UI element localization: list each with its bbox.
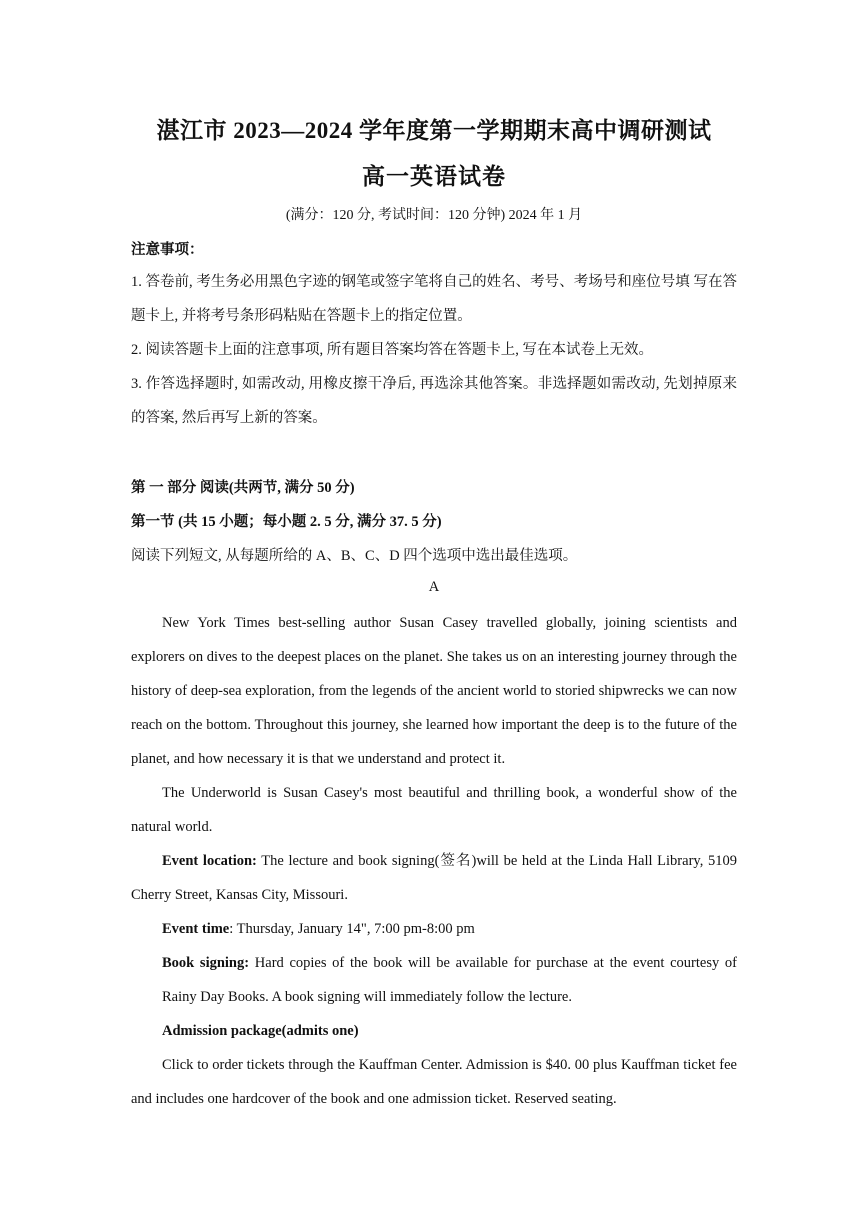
section-one-title: 第一节 (共 15 小题；每小题 2. 5 分, 满分 37. 5 分) [131, 514, 442, 530]
exam-info: (满分：120 分, 考试时间：120 分钟) 2024 年 1 月 [285, 208, 583, 223]
book-signing-paragraph [162, 946, 737, 1014]
event-location-text: The lecture and book signing(签名)will be held at the Linda Hall Library, 5109 Cherry Street, Kansas City, Missouri. [131, 853, 737, 903]
notice-heading: 注意事项： [131, 242, 204, 258]
book-signing-text: Hard copies of the book will be available for purchase at the event courtesy of Rainy Day Books. A book signing will immediately follow the lecture. [162, 955, 738, 1005]
event-time-label: Event time [162, 921, 230, 937]
event-location-paragraph [131, 844, 737, 912]
passage-paragraph-1: New York Times best-selling author Susan Casey travelled globally, joining scientists and explorers on dives to the deepest places on the planet. She takes us on an interesting journey through the history of deep-sea exploration, from the legends of the ancient world to storied shipwrecks we can now reach on the bottom. Throughout this journey, she learned how important the deep is to the future of the planet, and how necessary it is that we understand and protect it. [131, 615, 737, 767]
passage-letter: A [428, 579, 440, 595]
book-signing-label: Book signing: [162, 955, 250, 971]
notice-item-3: 3. 作答选择题时, 如需改动, 用橡皮擦干净后, 再选涂其他答案。非选择题如需改动, 先划掉原来的答案, 然后再写上新的答案。 [131, 376, 737, 426]
section-instruction: 阅读下列短文, 从每题所给的 A、B、C、D 四个选项中选出最佳选项。 [131, 548, 578, 564]
admission-package-label: Admission package(admits one) [162, 1023, 359, 1039]
admission-package-heading [162, 1014, 737, 1048]
part-one-title: 第 一 部分 阅读(共两节, 满分 50 分) [131, 480, 355, 496]
admission-paragraph: Click to order tickets through the Kauffman Center. Admission is $40. 00 plus Kauffman ticket fee and includes one hardcover of the book and one admission ticket. Reserved seating. [131, 1057, 737, 1107]
notice-item-2: 2. 阅读答题卡上面的注意事项, 所有题目答案均答在答题卡上, 写在本试卷上无效。 [131, 342, 653, 358]
notice-item-1: 1. 答卷前, 考生务必用黑色字迹的钢笔或签字笔将自己的姓名、考号、考场号和座位号填 写在答题卡上, 并将考号条形码粘贴在答题卡上的指定位置。 [131, 274, 737, 324]
passage-paragraph-2: The Underworld is Susan Casey's most beautiful and thrilling book, a wonderful show of the natural world. [131, 785, 737, 835]
event-time-text: : Thursday, January 14", 7:00 pm-8:00 pm [229, 921, 475, 937]
exam-subject-title: 高一英语试卷 [362, 164, 506, 189]
exam-title: 湛江市 2023—2024 学年度第一学期期末高中调研测试 [156, 118, 712, 143]
event-location-label: Event location: [162, 853, 257, 869]
event-time-paragraph [131, 912, 737, 946]
